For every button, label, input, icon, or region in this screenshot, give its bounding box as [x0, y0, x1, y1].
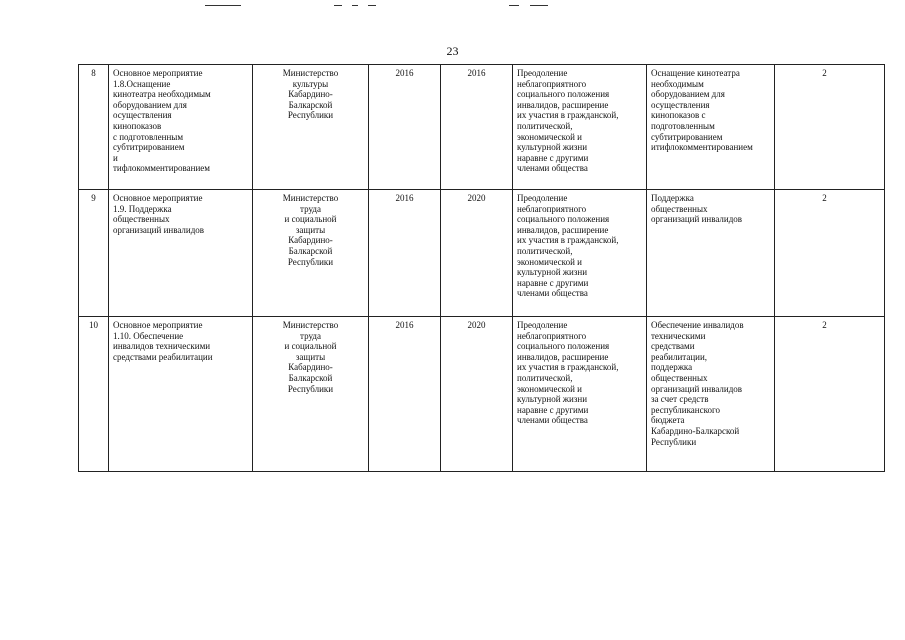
goal-cell: Преодоление неблагоприятного социального положения инвалидов, расширение их участия в гражданской, политической, экономической и культурной жизни наравне с другими членами общества: [513, 65, 647, 190]
executor-cell: Министерство труда и социальной защиты Кабардино- Балкарской Республики: [253, 317, 369, 472]
row-number-cell: 10: [79, 317, 109, 472]
page-number: 23: [446, 44, 459, 58]
end-year-cell: 2016: [441, 65, 513, 190]
measure-cell: Основное мероприятие 1.8.Оснащение кинотеатра необходимым оборудованием для осуществления кинопоказов с подготовленным субтитрированием и тифлокомментированием: [109, 65, 253, 190]
row-number-cell: 8: [79, 65, 109, 190]
scan-mark: [205, 5, 241, 6]
result-cell: Поддержка общественных организаций инвалидов: [647, 190, 775, 317]
start-year-cell: 2016: [369, 317, 441, 472]
measure-cell: Основное мероприятие 1.9. Поддержка общественных организаций инвалидов: [109, 190, 253, 317]
table-row: [79, 190, 885, 317]
scan-mark: [368, 5, 376, 6]
executor-cell: Министерство культуры Кабардино- Балкарской Республики: [253, 65, 369, 190]
start-year-cell: 2016: [369, 65, 441, 190]
end-year-cell: 2020: [441, 190, 513, 317]
scan-mark: [509, 5, 519, 6]
result-cell: Оснащение кинотеатра необходимым оборудованием для осуществления кинопоказов с подготовленным субтитрированием итифлокомментированием: [647, 65, 775, 190]
goal-cell: Преодоление неблагоприятного социального положения инвалидов, расширение их участия в гражданской, политической, экономической и культурной жизни наравне с другими членами общества: [513, 190, 647, 317]
indicator-cell: 2: [775, 190, 885, 317]
row-number-cell: 9: [79, 190, 109, 317]
scan-mark: [352, 5, 358, 6]
executor-cell: Министерство труда и социальной защиты Кабардино- Балкарской Республики: [253, 190, 369, 317]
indicator-cell: 2: [775, 65, 885, 190]
start-year-cell: 2016: [369, 190, 441, 317]
scan-mark: [334, 5, 342, 6]
scan-mark: [530, 5, 548, 6]
table-row: [79, 65, 885, 190]
measure-cell: Основное мероприятие 1.10. Обеспечение инвалидов техническими средствами реабилитации: [109, 317, 253, 472]
indicator-cell: 2: [775, 317, 885, 472]
program-measures-table: [78, 64, 885, 472]
end-year-cell: 2020: [441, 317, 513, 472]
goal-cell: Преодоление неблагоприятного социального положения инвалидов, расширение их участия в гражданской, политической, экономической и культурной жизни наравне с другими членами общества: [513, 317, 647, 472]
table-row: [79, 317, 885, 472]
result-cell: Обеспечение инвалидов техническими средствами реабилитации, поддержка общественных организаций инвалидов за счет средств республиканского бюджета Кабардино-Балкарской Республики: [647, 317, 775, 472]
